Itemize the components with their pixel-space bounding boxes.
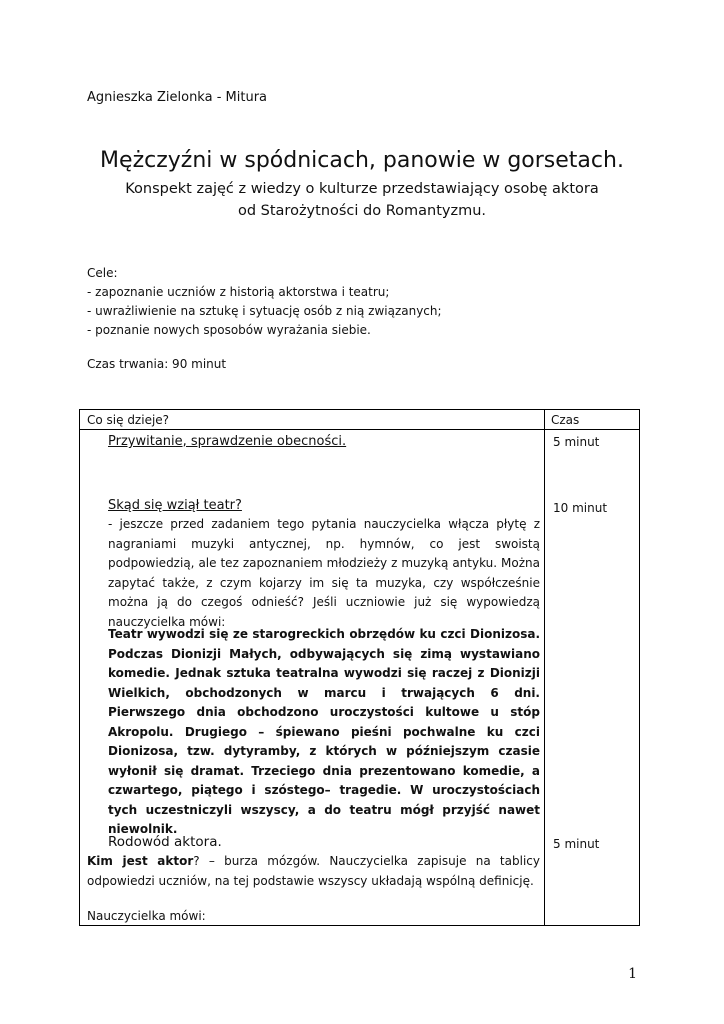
goal-item: - zapoznanie uczniów z historią aktorstwa i teatru; [87, 285, 390, 299]
table-header-activity: Co się dzieje? [87, 413, 170, 427]
section-time-actor-origin: 5 minut [553, 837, 600, 851]
theatre-origin-teacher-speech: Teatr wywodzi się ze starogreckich obrzędów ku czci Dionizosa. Podczas Dionizji Małych, odbywających się zimą wystawiano komedie. Jednak sztuka teatralna wywodzi się raczej z Dionizji Wielkich, obchodzonych w marcu i trwających 6 dni. Pierwszego dnia obchodzono uroczystości kultowe u stóp Akropolu. Drugiego – śpiewano pieśni pochwalne ku czci Dionizosa, tzw. dytyramby, z których w późniejszym czasie wyłonił się dramat. Trzeciego dnia prezentowano komedie, a czwartego, piątego i szóstego– tragedie. W uroczystościach tych uczestniczyli wszyscy, a do teatru mógł przyjść nawet niewolnik. [108, 627, 540, 836]
section-title-theatre-origin: Skąd się wziął teatr? [108, 498, 242, 513]
section-title-actor-origin: Rodowód aktora. [108, 834, 222, 850]
goal-item: - uwrażliwienie na sztukę i sytuację osób z nią związanych; [87, 304, 442, 318]
teacher-says-label: Nauczycielka mówi: [87, 909, 206, 923]
table-header-time: Czas [551, 413, 580, 427]
theatre-origin-paragraph: - jeszcze przed zadaniem tego pytania nauczycielka włącza płytę z nagraniami muzyki antycznej, np. hymnów, co jest swoistą podpowiedzią, ale tez zapoznaniem młodzieży z muzyką antyku. Można zapytać także, z czym kojarzy im się ta muzyka, czy współcześnie można ją do czegoś odnieść? Jeśli uczniowie już się wypowiedzą nauczycielka mówi: [108, 517, 540, 629]
lesson-duration: Czas trwania: 90 minut [87, 357, 227, 371]
lesson-plan-table [79, 409, 640, 926]
section-time-theatre-origin: 10 minut [553, 501, 608, 515]
page-number: 1 [628, 966, 637, 982]
actor-origin-paragraph [87, 852, 540, 891]
document-author: Agnieszka Zielonka - Mitura [87, 90, 268, 105]
goal-item: - poznanie nowych sposobów wyrażania siebie. [87, 323, 371, 337]
document-subtitle-line-2: od Starożytności do Romantyzmu. [237, 203, 487, 219]
actor-question-rest: ? – burza mózgów. Nauczycielka zapisuje na tablicy odpowiedzi uczniów, na tej podstawie wszyscy układają wspólną definicję. [87, 854, 540, 888]
table-column-divider [544, 410, 545, 925]
table-header-divider [80, 429, 639, 430]
section-title-greeting: Przywitanie, sprawdzenie obecności. [108, 434, 347, 449]
document-title: Mężczyźni w spódnicach, panowie w gorsetach. [100, 148, 624, 173]
section-time-greeting: 5 minut [553, 435, 600, 449]
document-subtitle-line-1: Konspekt zajęć z wiedzy o kulturze przedstawiający osobę aktora [125, 181, 599, 197]
actor-question-lead: Kim jest aktor [87, 854, 194, 868]
goals-heading: Cele: [87, 266, 118, 280]
goals-section [87, 264, 442, 340]
